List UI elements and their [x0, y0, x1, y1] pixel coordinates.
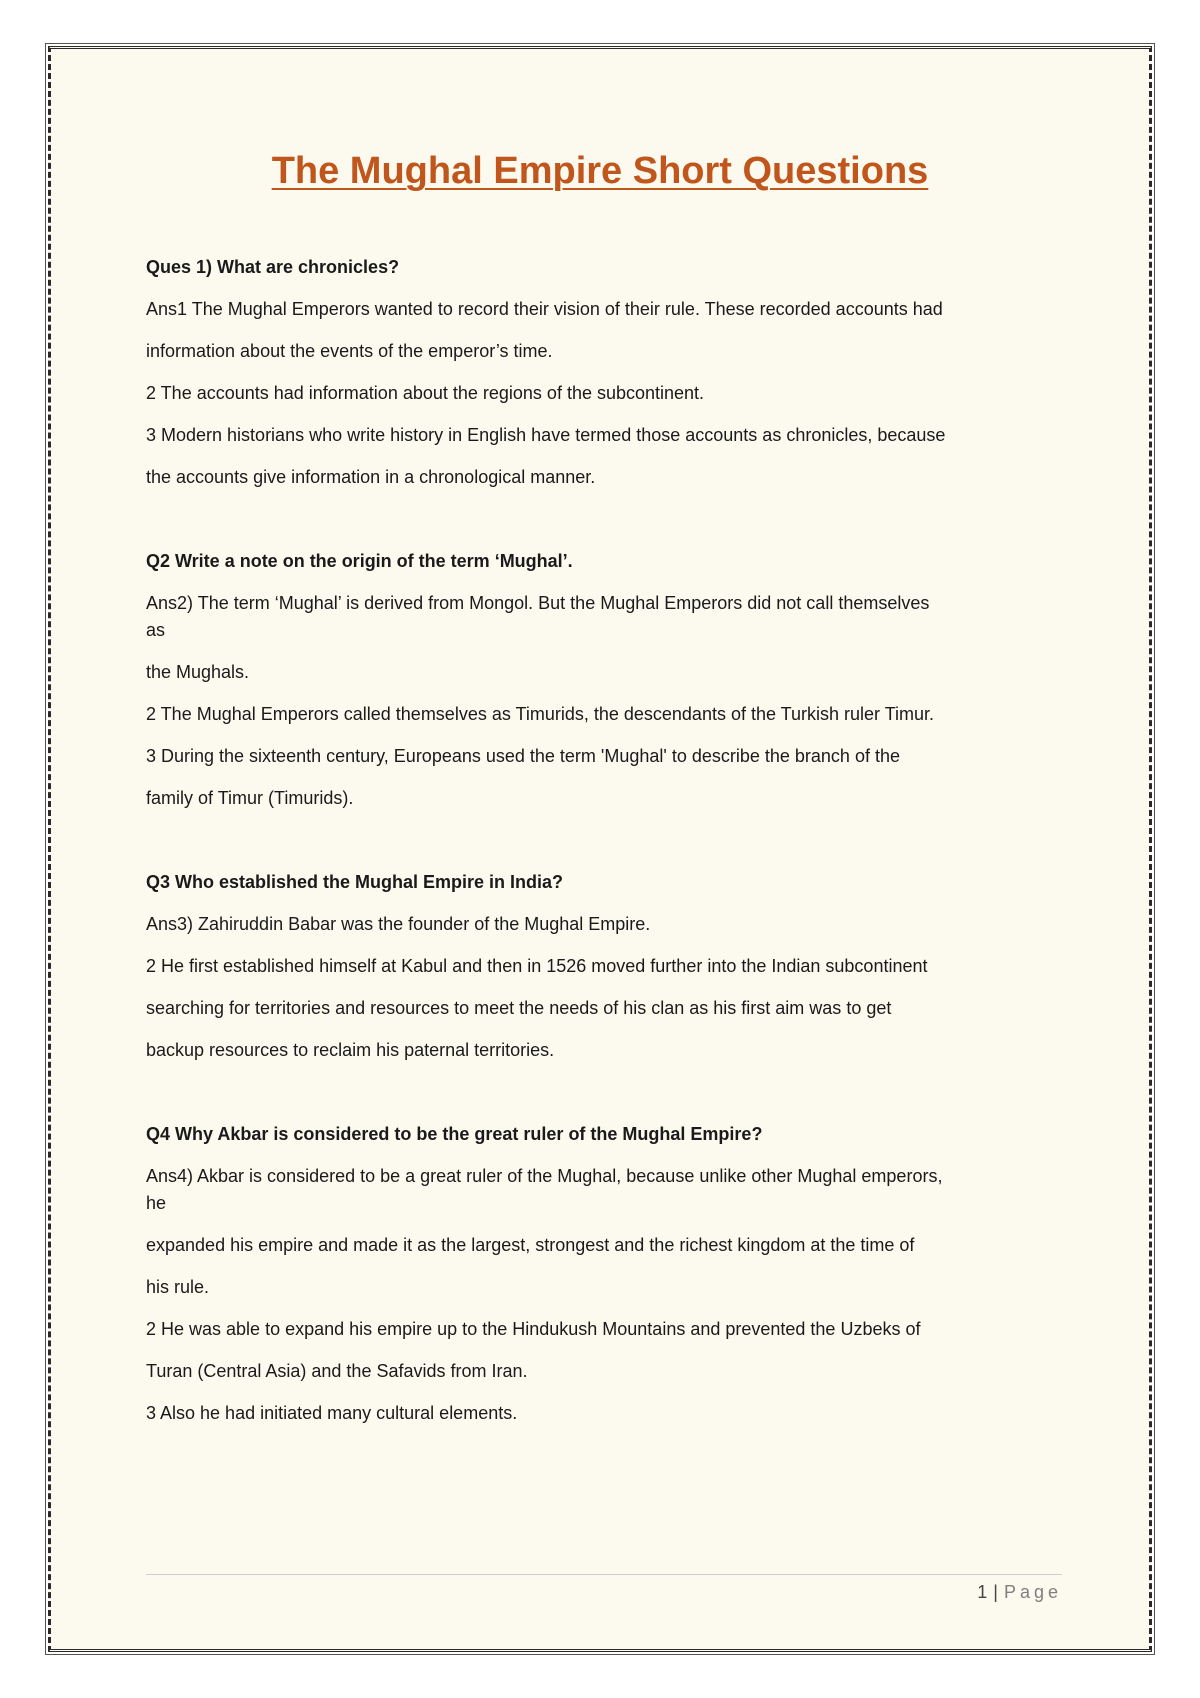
page-footer [977, 1582, 1062, 1603]
answer-line: 3 Also he had initiated many cultural elements. [146, 1403, 518, 1423]
question-1: Ques 1) What are chronicles? [146, 257, 400, 277]
answer-line: 2 He was able to expand his empire up to the Hindukush Mountains and prevented the Uzbeks of [146, 1319, 921, 1339]
answer-line: as [146, 620, 166, 640]
answer-line: searching for territories and resources to meet the needs of his clan as his first aim was to get [146, 998, 892, 1018]
footer-separator: | [993, 1582, 998, 1602]
question-4: Q4 Why Akbar is considered to be the great ruler of the Mughal Empire? [146, 1124, 763, 1144]
question-3: Q3 Who established the Mughal Empire in India? [146, 872, 564, 892]
answer-line: the accounts give information in a chronological manner. [146, 467, 596, 487]
document-title: The Mughal Empire Short Questions [271, 150, 929, 192]
answer-line: Ans3) Zahiruddin Babar was the founder of the Mughal Empire. [146, 914, 651, 934]
page-number: 1 [977, 1582, 988, 1602]
answer-line: family of Timur (Timurids). [146, 788, 354, 808]
answer-line: expanded his empire and made it as the largest, strongest and the richest kingdom at the time of [146, 1235, 915, 1255]
answer-line: information about the events of the emperor’s time. [146, 341, 553, 361]
page-label: Page [1003, 1582, 1062, 1602]
answer-line: 2 The accounts had information about the regions of the subcontinent. [146, 383, 705, 403]
question-2: Q2 Write a note on the origin of the term ‘Mughal’. [146, 551, 573, 571]
answer-line: Ans4) Akbar is considered to be a great ruler of the Mughal, because unlike other Mughal emperors, [146, 1166, 943, 1186]
footer-divider [146, 1574, 1062, 1575]
answer-line: 2 The Mughal Emperors called themselves as Timurids, the descendants of the Turkish ruler Timur. [146, 704, 935, 724]
answer-line: 3 Modern historians who write history in English have termed those accounts as chronicles, because [146, 425, 946, 445]
answer-line: backup resources to reclaim his paternal territories. [146, 1040, 555, 1060]
answer-line: the Mughals. [146, 662, 250, 682]
answer-line: Ans2) The term ‘Mughal’ is derived from Mongol. But the Mughal Emperors did not call themselves [146, 593, 930, 613]
answer-line: 2 He first established himself at Kabul and then in 1526 moved further into the Indian subcontinent [146, 956, 928, 976]
answer-line: his rule. [146, 1277, 210, 1297]
answer-line: he [146, 1193, 167, 1213]
answer-line: 3 During the sixteenth century, Europeans used the term 'Mughal' to describe the branch of the [146, 746, 900, 766]
answer-line: Turan (Central Asia) and the Safavids from Iran. [146, 1361, 528, 1381]
answer-line: Ans1 The Mughal Emperors wanted to record their vision of their rule. These recorded accounts had [146, 299, 943, 319]
